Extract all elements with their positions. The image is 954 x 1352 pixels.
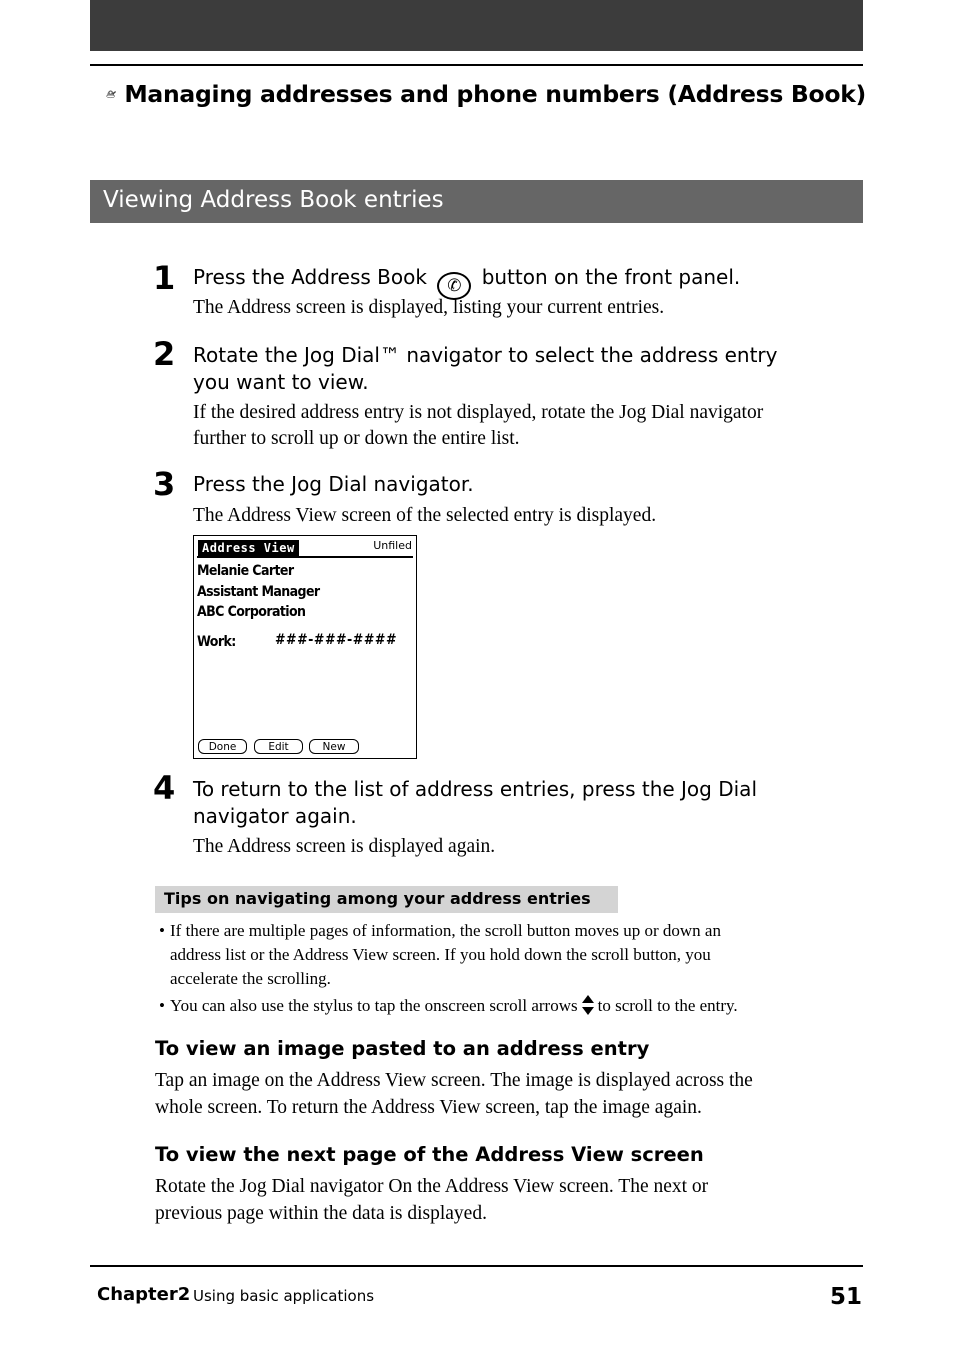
subsection-1-line2: whole screen. To return the Address View screen, tap the image again. [155, 1097, 702, 1118]
category-selector[interactable]: Unfiled [373, 539, 412, 552]
step-number-3: 3 [153, 465, 176, 503]
edit-button[interactable]: Edit [254, 739, 303, 754]
phone-label: Work: [197, 634, 236, 650]
subsection-1-title: To view an image pasted to an address entry [155, 1037, 650, 1060]
step-number-1: 1 [153, 259, 176, 297]
step-1-heading-text-a: Press the Address Book [193, 265, 427, 289]
step-2-heading-line2: you want to view. [193, 370, 369, 394]
footer-chapter: Chapter2 [97, 1284, 191, 1305]
step-3-body: The Address View screen of the selected entry is displayed. [193, 505, 657, 526]
tip-1-line1: If there are multiple pages of information, the scroll button moves up or down an [170, 921, 721, 940]
section-bar [90, 180, 863, 223]
address-book-icon [106, 78, 116, 110]
subsection-2-title: To view the next page of the Address View screen [155, 1143, 704, 1166]
footer-rule [90, 1265, 863, 1267]
step-2-body-line1: If the desired address entry is not displayed, rotate the Jog Dial navigator [193, 402, 764, 423]
top-rule [90, 64, 863, 66]
chapter-heading [106, 74, 866, 114]
tip-1-line2: address list or the Address View screen. If you hold down the scroll button, you [170, 945, 711, 964]
tip-2-text [170, 994, 849, 1018]
contact-company: ABC Corporation [197, 604, 306, 620]
tips-title: Tips on navigating among your address entries [164, 889, 591, 908]
step-4-heading-line2: navigator again. [193, 804, 357, 828]
tip-2-text-a: You can also use the stylus to tap the onscreen scroll arrows [170, 996, 578, 1015]
address-view-screenshot [193, 535, 417, 759]
screen-title-rule [197, 556, 413, 558]
tip-2-text-b: to scroll to the entry. [597, 996, 738, 1015]
tips-bar [155, 886, 618, 913]
phone-button-icon: ✆ [437, 272, 471, 300]
screen-title: Address View [198, 540, 299, 556]
tip-bullet-1 [159, 919, 849, 991]
done-button[interactable]: Done [198, 739, 247, 754]
phone-value: ###-###-#### [275, 632, 398, 648]
chapter-title: Managing addresses and phone numbers (Address Book) [124, 80, 866, 108]
step-2-heading-line1: Rotate the Jog Dial™ navigator to select the address entry [193, 343, 778, 367]
step-number-2: 2 [153, 335, 176, 373]
step-3-heading: Press the Jog Dial navigator. [193, 472, 474, 496]
subsection-2-line2: previous page within the data is displayed. [155, 1203, 487, 1224]
step-number-4: 4 [153, 769, 176, 807]
bullet-dot: • [159, 921, 165, 940]
contact-job: Assistant Manager [197, 584, 320, 600]
subsection-1-line1: Tap an image on the Address View screen. The image is displayed across the [155, 1070, 753, 1091]
step-4-body: The Address screen is displayed again. [193, 836, 496, 857]
footer-chapter-subtitle: Using basic applications [193, 1287, 375, 1305]
scroll-arrows-icon [581, 994, 595, 1016]
step-2-body-line2: further to scroll up or down the entire list. [193, 428, 520, 449]
page-number: 51 [829, 1284, 862, 1310]
contact-name: Melanie Carter [197, 563, 294, 579]
step-4-heading-line1: To return to the list of address entries, press the Jog Dial [193, 777, 757, 801]
bullet-dot: • [159, 996, 165, 1015]
tip-1-line3: accelerate the scrolling. [170, 969, 331, 988]
top-banner [90, 0, 863, 51]
new-button[interactable]: New [309, 739, 359, 754]
section-title: Viewing Address Book entries [103, 187, 444, 213]
step-1-body: The Address screen is displayed, listing your current entries. [193, 297, 665, 318]
tip-bullet-2 [159, 994, 849, 1018]
step-1-heading-text-b: button on the front panel. [481, 265, 741, 289]
subsection-2-line1: Rotate the Jog Dial navigator On the Address View screen. The next or [155, 1176, 709, 1197]
